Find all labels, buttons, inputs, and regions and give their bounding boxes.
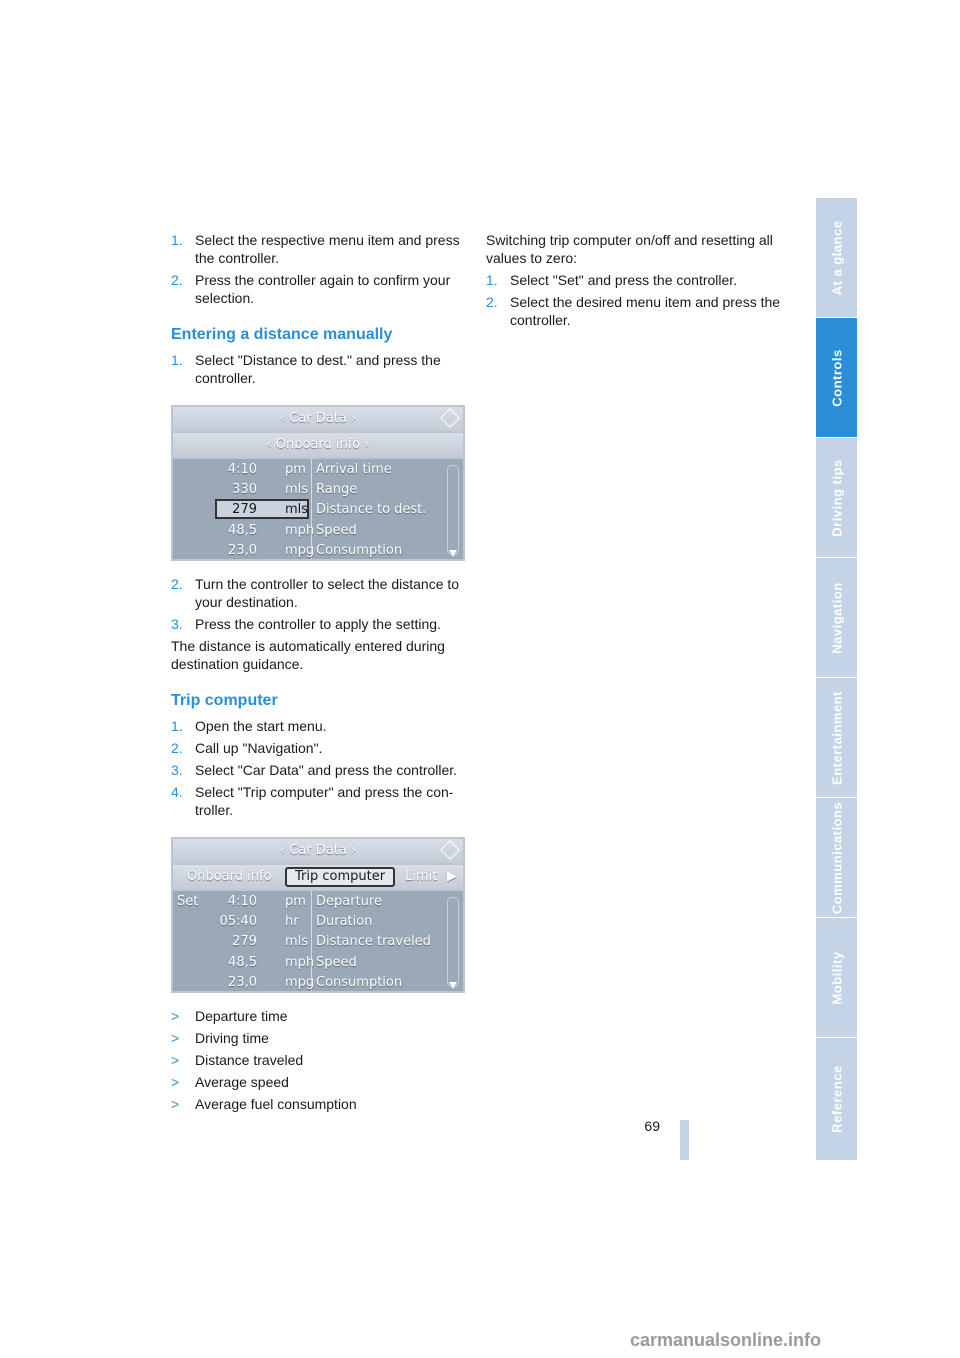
row-label: Consumption [316,975,403,990]
row-label: Duration [316,914,373,929]
step-number: 3. [171,762,183,778]
list-item [171,351,465,387]
watermark: carmanualsonline.info [630,1330,822,1350]
table-row [215,542,441,562]
step-number: 1. [171,352,183,368]
table-row [215,501,441,521]
sidenav-label: Controls [829,348,844,407]
step-text: Select "Car Data" and press the controller. [195,762,458,778]
arrow-down-icon [449,550,457,557]
table-row [215,974,441,994]
sidenav-label: Communications [829,801,844,914]
list-item [486,293,786,329]
step-text: Turn the controller to select the distance to your destination. [195,576,460,610]
row-label: Consumption [316,543,403,558]
list-item [171,761,465,779]
section-heading: Trip computer [171,692,278,709]
step-number: 2. [171,272,183,288]
step-number: 1. [171,718,183,734]
row-unit: mph [285,523,315,538]
bullet-text: Departure time [195,1008,288,1024]
row-label: Distance traveled [316,934,431,949]
row-value: 23,0 [228,975,257,990]
bullet-marker: > [171,1096,180,1112]
sidenav-label: Entertainment [829,690,844,785]
page-number: 69 [644,1118,660,1134]
row-unit: mls [285,482,309,497]
row-value: 330 [232,482,257,497]
screen-title-bar: ‹ Car Data › [173,839,463,863]
screen-title-bar: ‹ Car Data › [173,407,463,431]
tab-limit: Limit [405,869,438,884]
trip-computer-screen [171,837,465,993]
step-text: Select "Trip computer" and press the con-troller. [195,784,454,818]
table-row [215,481,441,501]
side-navigation [816,198,857,1160]
row-unit: pm [285,462,306,477]
list-item [171,1095,465,1113]
table-row [215,893,441,913]
scrollbar [447,897,459,987]
row-label: Departure [316,894,382,909]
sidenav-tab-driving-tips[interactable] [816,438,857,557]
tab-bar [173,865,463,889]
row-unit: pm [285,894,306,909]
sidenav-tab-entertainment[interactable] [816,678,857,797]
tab-onboard-info: Onboard info [187,869,272,884]
table-row [215,933,441,953]
list-item [171,1051,465,1069]
step-number: 4. [171,784,183,800]
list-item [171,1073,465,1091]
step-text: Call up "Navigation". [195,740,323,756]
row-value: 4:10 [227,462,257,477]
row-value: 05:40 [219,914,257,929]
row-value: 279 [232,502,257,517]
bullet-text: Distance traveled [195,1052,304,1068]
sidenav-tab-navigation[interactable] [816,558,857,677]
list-item [171,1007,465,1025]
row-label: Arrival time [316,462,392,477]
left-column [171,231,465,1117]
bullet-marker: > [171,1008,180,1024]
row-unit: mpg [285,975,315,990]
table-row [215,522,441,542]
list-item [171,739,465,757]
bullet-marker: > [171,1030,180,1046]
scrollbar [447,465,459,555]
sidenav-label: Navigation [829,581,844,654]
row-value: 48,5 [228,955,257,970]
step-text: Press the controller again to confirm your selection. [195,272,451,306]
set-label: Set [177,894,199,909]
tab-trip-computer: Trip computer [285,867,395,887]
sidenav-tab-controls[interactable] [816,318,857,437]
sidenav-tab-at-a-glance[interactable] [816,198,857,317]
list-item [486,271,786,289]
sidenav-label: At a glance [829,220,844,295]
step-text: Select "Distance to dest." and press the controller. [195,352,441,386]
step-number: 1. [171,232,183,248]
sidenav-tab-reference[interactable] [816,1038,857,1160]
step-number: 2. [171,740,183,756]
play-arrow-icon: ▶ [447,869,457,884]
section-heading: Entering a distance manually [171,326,393,343]
row-value: 279 [232,934,257,949]
step-text: Open the start menu. [195,718,327,734]
screen-subtitle-bar: ‹ Onboard info › [173,433,463,457]
step-number: 2. [486,294,498,310]
list-item [171,615,465,633]
row-label: Distance to dest. [316,502,427,517]
row-label: Speed [316,523,357,538]
paragraph: The distance is automatically entered during destination guidance. [171,638,445,672]
row-unit: hr [285,914,299,929]
sidenav-label: Driving tips [829,458,844,537]
right-column [486,231,786,333]
sidenav-tab-communications[interactable] [816,798,857,917]
row-value: 23,0 [228,543,257,558]
bullet-text: Driving time [195,1030,269,1046]
step-text: Select "Set" and press the controller. [510,272,738,288]
table-row [215,913,441,933]
list-item [171,575,465,611]
bullet-text: Average fuel consumption [195,1096,357,1112]
row-unit: mls [285,934,309,949]
step-text: Select the respective menu item and press the controller. [195,232,460,266]
list-item [171,231,465,267]
step-number: 1. [486,272,498,288]
row-unit: mls [285,502,309,517]
list-item [171,1029,465,1047]
table-row [215,461,441,481]
row-label: Speed [316,955,357,970]
list-item [171,271,465,307]
row-unit: mph [285,955,315,970]
sidenav-label: Reference [829,1065,844,1133]
row-unit: mpg [285,543,315,558]
row-value: 4:10 [227,894,257,909]
bullet-marker: > [171,1074,180,1090]
table-row [215,954,441,974]
bullet-marker: > [171,1052,180,1068]
page-marker-bar [680,1120,689,1160]
list-item [171,717,465,735]
row-label: Range [316,482,358,497]
onboard-info-screen [171,405,465,561]
step-number: 3. [171,616,183,632]
step-text: Press the controller to apply the setting. [195,616,441,632]
sidenav-label: Mobility [829,950,844,1005]
paragraph: Switching trip computer on/off and resetting all values to zero: [486,232,773,266]
bullet-text: Average speed [195,1074,289,1090]
row-value: 48,5 [228,523,257,538]
sidenav-tab-mobility[interactable] [816,918,857,1037]
step-number: 2. [171,576,183,592]
step-text: Select the desired menu item and press the controller. [510,294,781,328]
list-item [171,783,465,819]
arrow-down-icon [449,982,457,989]
